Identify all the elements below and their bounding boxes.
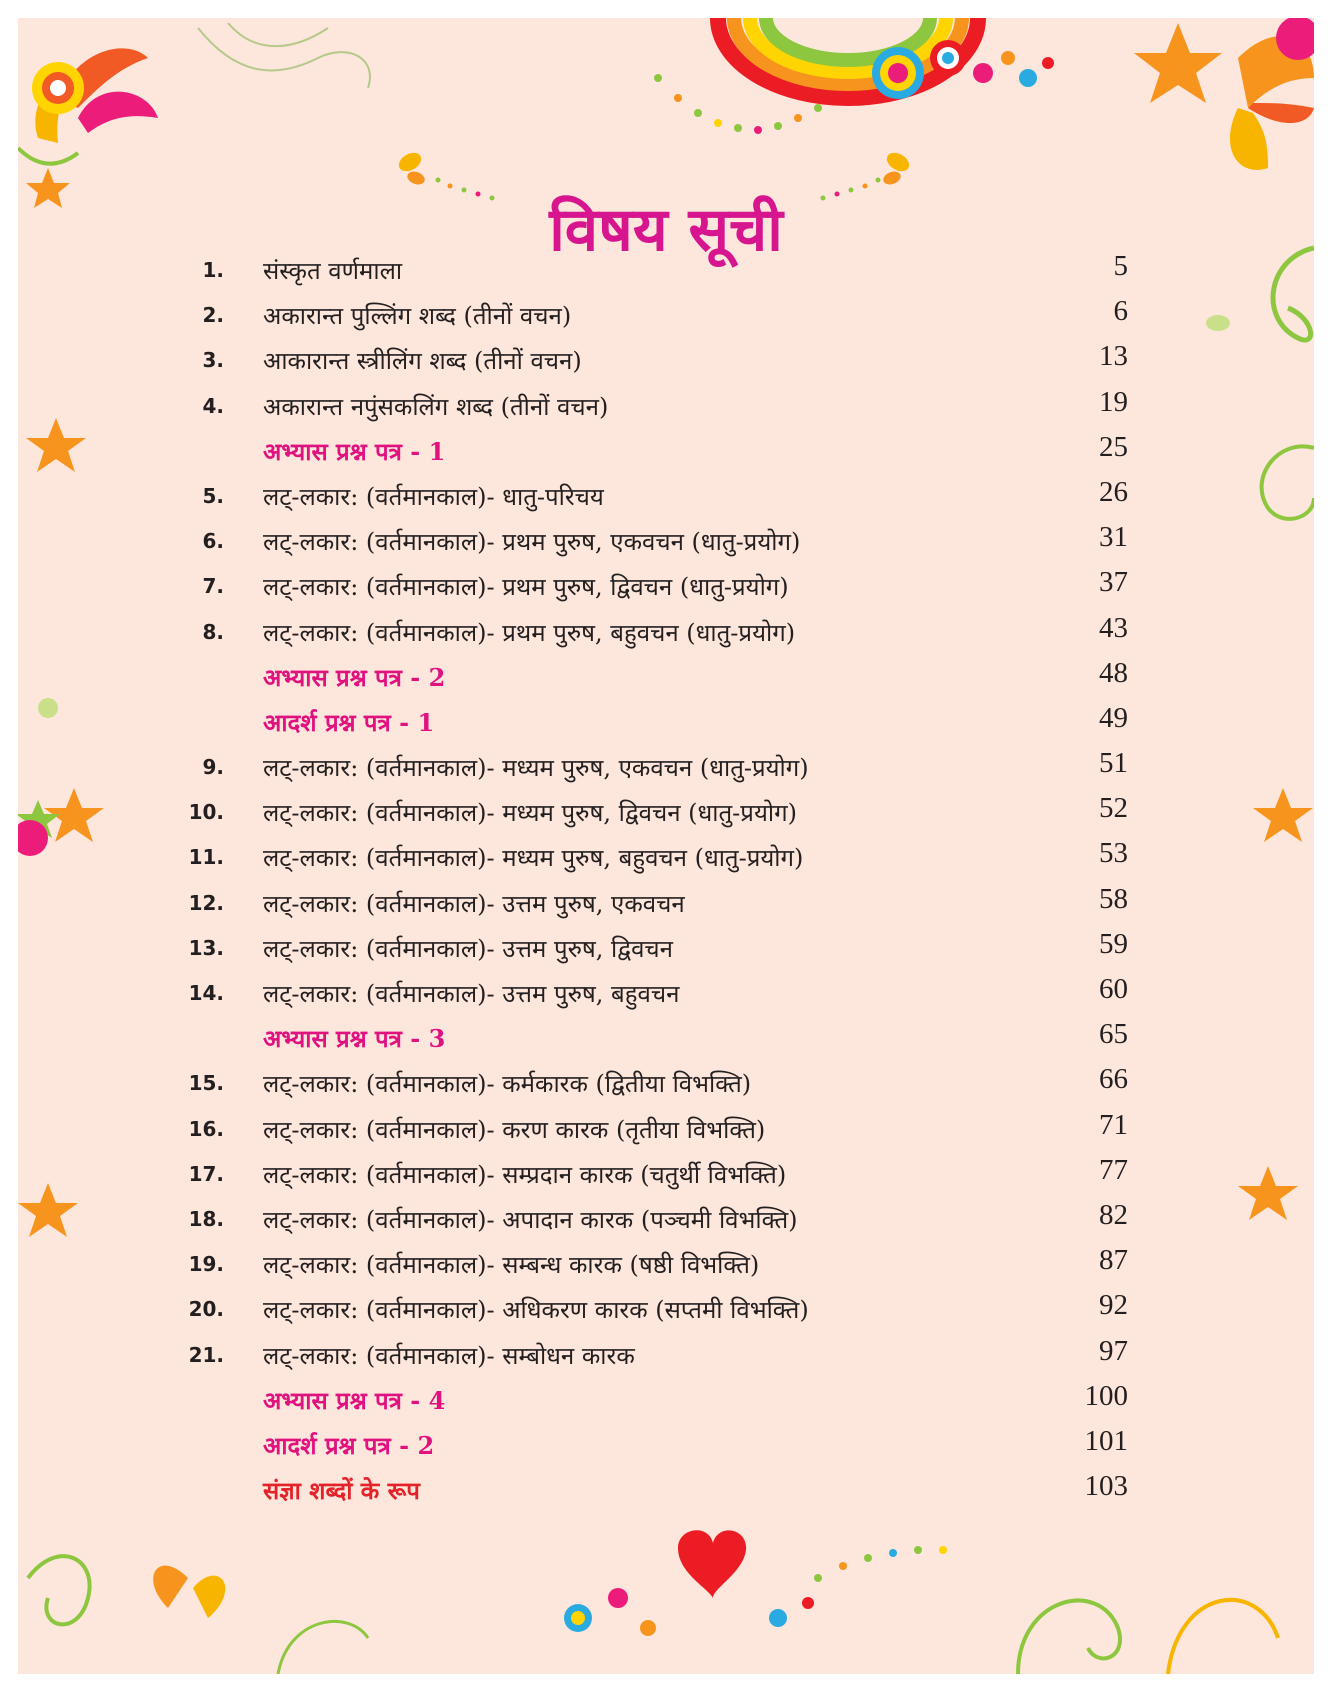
circles-decoration [564,1588,814,1636]
toc-entry-number: 10. [188,800,224,825]
toc-entry-page: 49 [1099,701,1128,734]
toc-entry-page: 51 [1099,747,1128,780]
toc-entry-number: 4. [202,393,224,418]
star-icon [1238,1166,1298,1220]
toc-entry-number: 21. [188,1342,224,1367]
toc-entry-title: लट्-लकार: (वर्तमानकाल)- करण कारक (तृतीया विभक्ति) [263,1115,766,1144]
butterfly-icon [153,1566,225,1618]
toc-entry-title: लट्-लकार: (वर्तमानकाल)- अधिकरण कारक (सप्तमी विभक्ति) [263,1296,809,1325]
toc-entry-title: संज्ञा शब्दों के रूप [263,1476,420,1506]
page-title: विषय सूची [549,195,783,266]
circles-decoration [872,40,1054,99]
star-icon [26,418,86,472]
toc-entry-title: आदर्श प्रश्न पत्र - 1 [263,707,435,737]
toc-entry-title: आदर्श प्रश्न पत्र - 2 [263,1430,435,1460]
toc-entry[interactable] [168,881,1128,926]
toc-entry[interactable] [168,790,1128,835]
toc-entry-page: 101 [1084,1424,1128,1457]
toc-entry-page: 59 [1099,927,1128,960]
toc-entry-title: लट्-लकार: (वर्तमानकाल)- प्रथम पुरुष, एकवचन (धातु-प्रयोग) [263,528,801,557]
toc-entry-page: 25 [1099,430,1128,463]
toc-entry[interactable] [168,700,1128,745]
toc-entry[interactable] [168,519,1128,564]
toc-entry-number: 20. [188,1297,224,1322]
toc-entry[interactable] [168,1333,1128,1378]
table-of-contents [168,248,1128,1513]
toc-entry-number: 13. [188,935,224,960]
toc-entry[interactable] [168,1197,1128,1242]
toc-entry[interactable] [168,1423,1128,1468]
butterfly-icon [881,149,912,187]
toc-entry[interactable] [168,655,1128,700]
toc-entry[interactable] [168,1468,1128,1513]
toc-entry-number: 18. [188,1206,224,1231]
heart-icon [678,1530,746,1598]
swirl-decoration [1168,1600,1278,1674]
toc-entry[interactable] [168,745,1128,790]
toc-entry-title: आकारान्त स्त्रीलिंग शब्द (तीनों वचन) [263,347,582,376]
toc-entry-page: 52 [1099,792,1128,825]
toc-entry-page: 65 [1099,1018,1128,1051]
toc-entry-title: लट्-लकार: (वर्तमानकाल)- सम्बोधन कारक [263,1341,635,1370]
flower-icon [18,48,158,163]
swirl-decoration [1262,446,1314,518]
toc-entry[interactable] [168,610,1128,655]
toc-entry-title: लट्-लकार: (वर्तमानकाल)- प्रथम पुरुष, बहुवचन (धातु-प्रयोग) [263,618,796,647]
toc-entry-number: 3. [202,348,224,373]
toc-entry-page: 103 [1084,1470,1128,1503]
flower-icon [38,698,58,718]
toc-entry-number: 2. [202,303,224,328]
toc-entry-title: लट्-लकार: (वर्तमानकाल)- प्रथम पुरुष, द्विवचन (धातु-प्रयोग) [263,573,789,602]
toc-entry-title: लट्-लकार: (वर्तमानकाल)- मध्यम पुरुष, बहुवचन (धातु-प्रयोग) [263,844,804,873]
toc-entry[interactable] [168,1242,1128,1287]
swirl-decoration [28,1556,90,1624]
toc-entry[interactable] [168,429,1128,474]
toc-entry-title: लट्-लकार: (वर्तमानकाल)- मध्यम पुरुष, एकवचन (धातु-प्रयोग) [263,754,809,783]
toc-entry-page: 43 [1099,611,1128,644]
toc-entry[interactable] [168,338,1128,383]
toc-entry-number: 19. [188,1252,224,1277]
dots-decoration [814,1546,947,1582]
toc-entry[interactable] [168,1016,1128,1061]
toc-entry-number: 14. [188,981,224,1005]
page [18,18,1314,1674]
toc-entry[interactable] [168,248,1128,293]
toc-entry-title: लट्-लकार: (वर्तमानकाल)- उत्तम पुरुष, एकवचन [263,889,685,918]
toc-entry-page: 5 [1113,250,1128,282]
toc-entry[interactable] [168,564,1128,609]
toc-entry-title: लट्-लकार: (वर्तमानकाल)- धातु-परिचय [263,482,604,511]
toc-entry-title: लट्-लकार: (वर्तमानकाल)- उत्तम पुरुष, द्विवचन [263,934,673,963]
toc-entry-page: 92 [1099,1289,1128,1322]
toc-entry-number: 16. [188,1116,224,1141]
toc-entry-page: 71 [1099,1108,1128,1141]
toc-entry-title: अकारान्त पुल्लिंग शब्द (तीनों वचन) [263,302,572,331]
toc-entry-page: 97 [1099,1334,1128,1367]
toc-entry-title: लट्-लकार: (वर्तमानकाल)- सम्बन्ध कारक (षष्ठी विभक्ति) [263,1251,760,1280]
toc-entry-page: 31 [1099,521,1128,554]
toc-entry-title: अभ्यास प्रश्न पत्र - 4 [263,1385,446,1415]
toc-entry-title: लट्-लकार: (वर्तमानकाल)- कर्मकारक (द्वितीया विभक्ति) [263,1070,752,1099]
star-icon [1134,23,1222,103]
toc-entry[interactable] [168,384,1128,429]
toc-entry[interactable] [168,926,1128,971]
toc-entry-title: लट्-लकार: (वर्तमानकाल)- मध्यम पुरुष, द्विवचन (धातु-प्रयोग) [263,799,797,828]
toc-entry-title: अकारान्त नपुंसकलिंग शब्द (तीनों वचन) [263,392,609,421]
swirl-decoration [1018,1601,1120,1674]
toc-entry-page: 58 [1099,882,1128,915]
toc-entry[interactable] [168,1287,1128,1332]
toc-entry[interactable] [168,971,1128,1016]
toc-entry-page: 13 [1099,340,1128,373]
toc-entry[interactable] [168,1378,1128,1423]
toc-entry-title: अभ्यास प्रश्न पत्र - 2 [263,662,446,692]
toc-entry-page: 19 [1099,385,1128,418]
flower-icon [1230,18,1314,170]
toc-entry[interactable] [168,293,1128,338]
star-icon [1253,788,1313,842]
toc-entry-page: 53 [1099,837,1128,870]
toc-entry[interactable] [168,835,1128,880]
toc-entry-number: 6. [202,529,224,554]
butterfly-icon [396,149,427,187]
toc-entry[interactable] [168,1061,1128,1106]
toc-entry-title: संस्कृत वर्णमाला [263,257,403,285]
toc-entry-page: 6 [1113,295,1128,328]
toc-entry-title: लट्-लकार: (वर्तमानकाल)- सम्प्रदान कारक (चतुर्थी विभक्ति) [263,1160,787,1189]
toc-entry-page: 48 [1099,656,1128,689]
swirl-decoration [198,28,370,88]
star-icon [18,1183,78,1237]
toc-entry-page: 26 [1099,475,1128,508]
toc-entry-page: 66 [1099,1063,1128,1096]
toc-entry-page: 87 [1099,1244,1128,1277]
toc-entry-title: लट्-लकार: (वर्तमानकाल)- उत्तम पुरुष, बहुवचन [263,980,680,1008]
toc-entry-number: 17. [188,1161,224,1186]
toc-entry[interactable] [168,474,1128,519]
toc-entry[interactable] [168,1107,1128,1152]
toc-entry-number: 8. [202,619,224,644]
toc-entry-number: 12. [188,890,224,915]
toc-entry-number: 5. [202,483,224,508]
toc-entry-page: 100 [1084,1379,1128,1412]
toc-entry-page: 82 [1099,1198,1128,1231]
toc-entry-title: अभ्यास प्रश्न पत्र - 1 [263,436,446,466]
toc-entry-number: 9. [202,755,224,780]
toc-entry-number: 11. [188,845,224,870]
toc-entry[interactable] [168,1152,1128,1197]
toc-entry-number: 15. [188,1071,224,1096]
toc-entry-title: लट्-लकार: (वर्तमानकाल)- अपादान कारक (पञ्चमी विभक्ति) [263,1205,798,1234]
toc-entry-page: 77 [1099,1153,1128,1186]
swirl-decoration [228,23,328,46]
toc-entry-page: 60 [1099,973,1128,1005]
butterfly-icon [1206,315,1230,331]
toc-entry-number: 1. [202,258,224,282]
toc-entry-number: 7. [202,574,224,599]
toc-entry-title: अभ्यास प्रश्न पत्र - 3 [263,1024,446,1054]
swirl-decoration [278,1621,368,1674]
toc-entry-page: 37 [1099,566,1128,599]
